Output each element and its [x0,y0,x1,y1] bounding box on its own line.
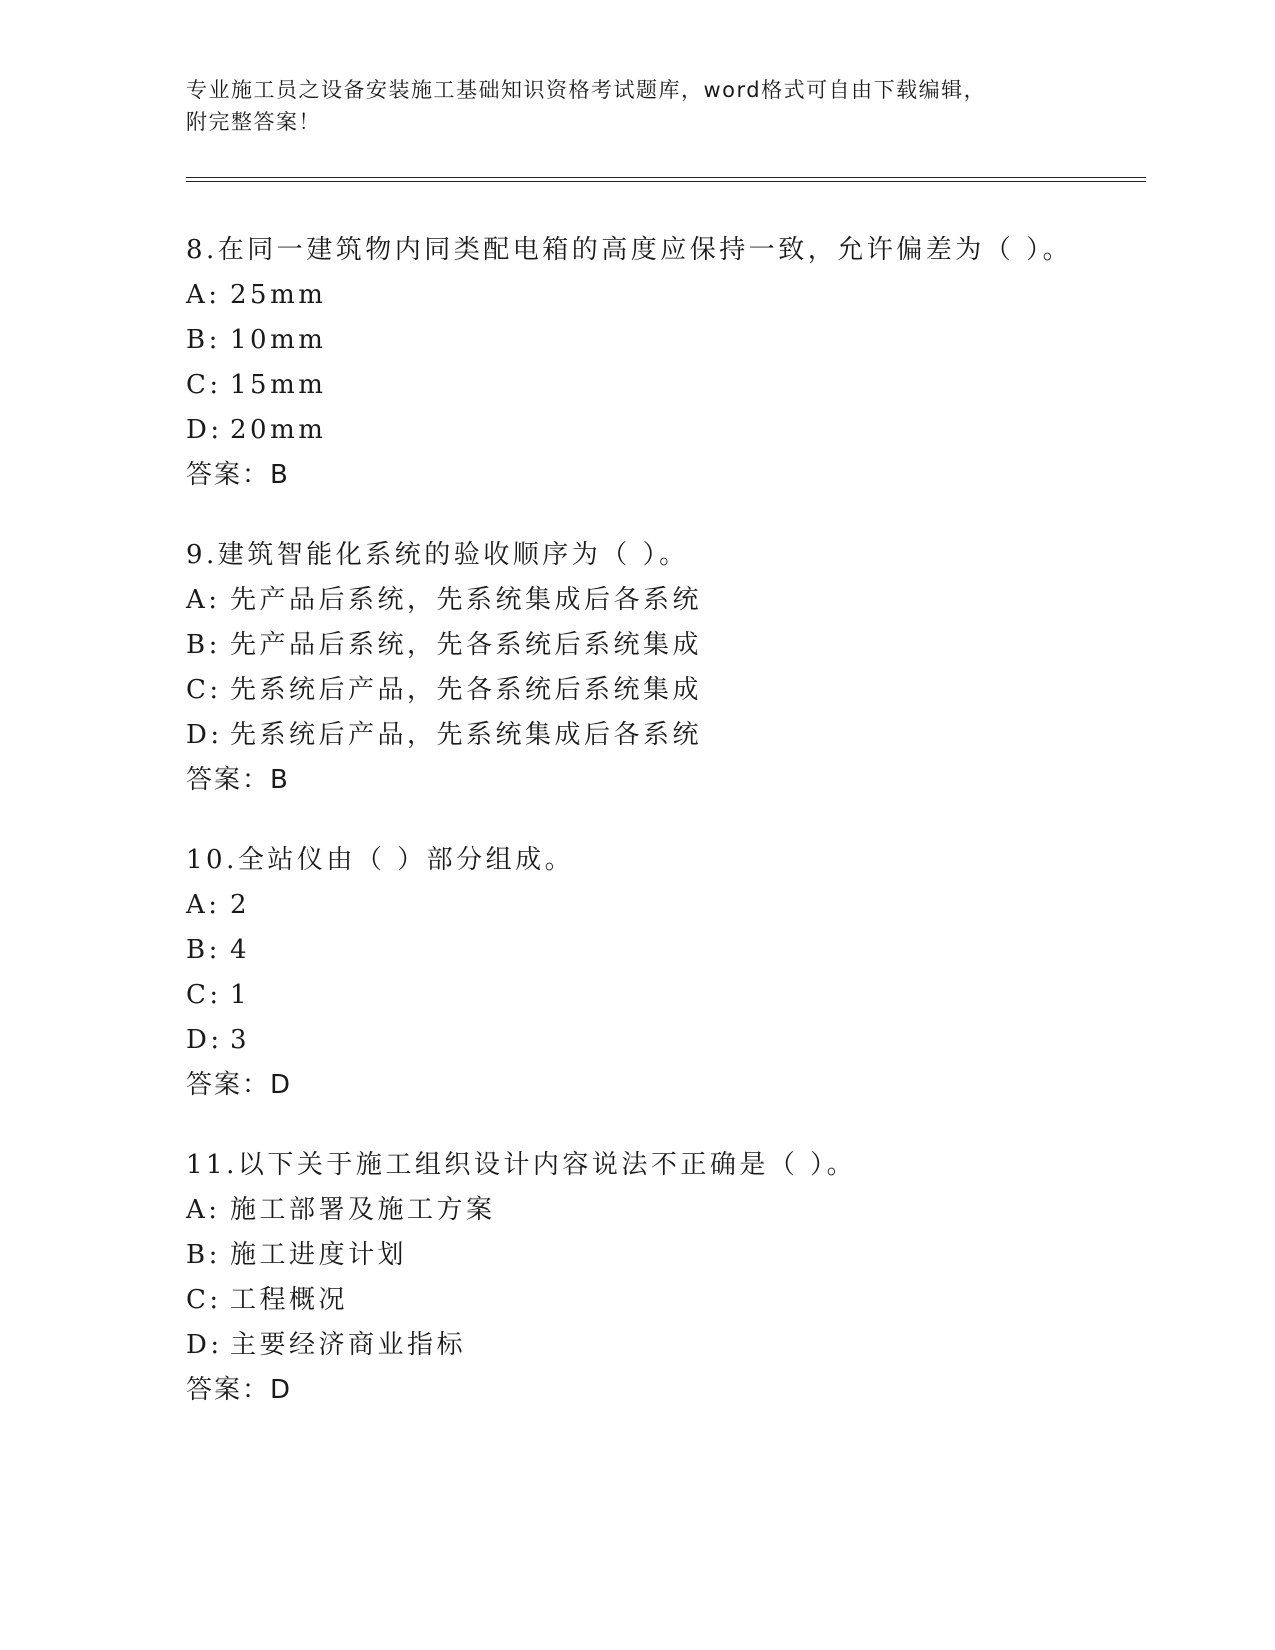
option-d [186,413,1146,447]
option-key: B: [186,1240,221,1270]
option-key: A: [186,280,221,310]
option-key: C: [186,675,222,705]
option-key: C: [186,1285,222,1315]
option-key: D: [186,415,223,445]
option-key: B: [186,325,221,355]
question-stem: 10.全站仪由（ ）部分组成。 [186,845,575,875]
option-a [186,583,1146,617]
header-line-1: 专业施工员之设备安装施工基础知识资格考试题库，word格式可自由下载编辑， [186,78,987,102]
answer-line: 答案：D [186,1070,293,1100]
option-text: 15mm [230,370,327,400]
option-text: 20mm [230,415,327,445]
option-a [186,888,1146,922]
option-a [186,1193,1146,1227]
option-text: 施工部署及施工方案 [230,1195,496,1225]
answer-line: 答案：B [186,460,290,490]
option-c [186,978,1146,1012]
option-b [186,933,1146,967]
option-b [186,323,1146,357]
option-text: 2 [230,890,251,920]
option-c [186,368,1146,402]
question-stem: 8.在同一建筑物内同类配电箱的高度应保持一致，允许偏差为（ ）。 [186,235,1073,265]
option-text: 4 [230,935,251,965]
option-text: 先产品后系统，先各系统后系统集成 [230,630,703,660]
question-item [186,1148,1146,1407]
answer-line: 答案：D [186,1375,293,1405]
option-b [186,1238,1146,1272]
option-b [186,628,1146,662]
question-item [186,233,1146,492]
option-key: D: [186,1025,223,1055]
header-divider-bottom [186,181,1146,182]
option-key: C: [186,370,222,400]
option-a [186,278,1146,312]
option-key: A: [186,890,221,920]
option-d [186,718,1146,752]
option-text: 25mm [230,280,327,310]
document-header [186,74,1066,138]
option-text: 先产品后系统，先系统集成后各系统 [230,585,703,615]
option-text: 主要经济商业指标 [230,1330,467,1360]
question-list [186,233,1146,1453]
option-text: 1 [230,980,251,1010]
option-d [186,1023,1146,1057]
option-key: D: [186,1330,223,1360]
question-item [186,538,1146,797]
option-text: 施工进度计划 [230,1240,408,1270]
option-key: C: [186,980,222,1010]
option-d [186,1328,1146,1362]
option-c [186,673,1146,707]
answer-line: 答案：B [186,765,290,795]
option-key: A: [186,585,221,615]
header-line-2: 附完整答案！ [186,110,321,134]
option-text: 3 [230,1025,251,1055]
option-text: 工程概况 [230,1285,349,1315]
option-key: D: [186,720,223,750]
option-key: B: [186,630,221,660]
option-text: 先系统后产品，先系统集成后各系统 [230,720,703,750]
option-text: 10mm [230,325,327,355]
question-stem: 11.以下关于施工组织设计内容说法不正确是（ ）。 [186,1150,857,1180]
option-c [186,1283,1146,1317]
header-divider-top [186,177,1146,178]
question-item [186,843,1146,1102]
question-stem: 9.建筑智能化系统的验收顺序为（ ）。 [186,540,689,570]
option-text: 先系统后产品，先各系统后系统集成 [230,675,703,705]
option-key: B: [186,935,221,965]
option-key: A: [186,1195,221,1225]
